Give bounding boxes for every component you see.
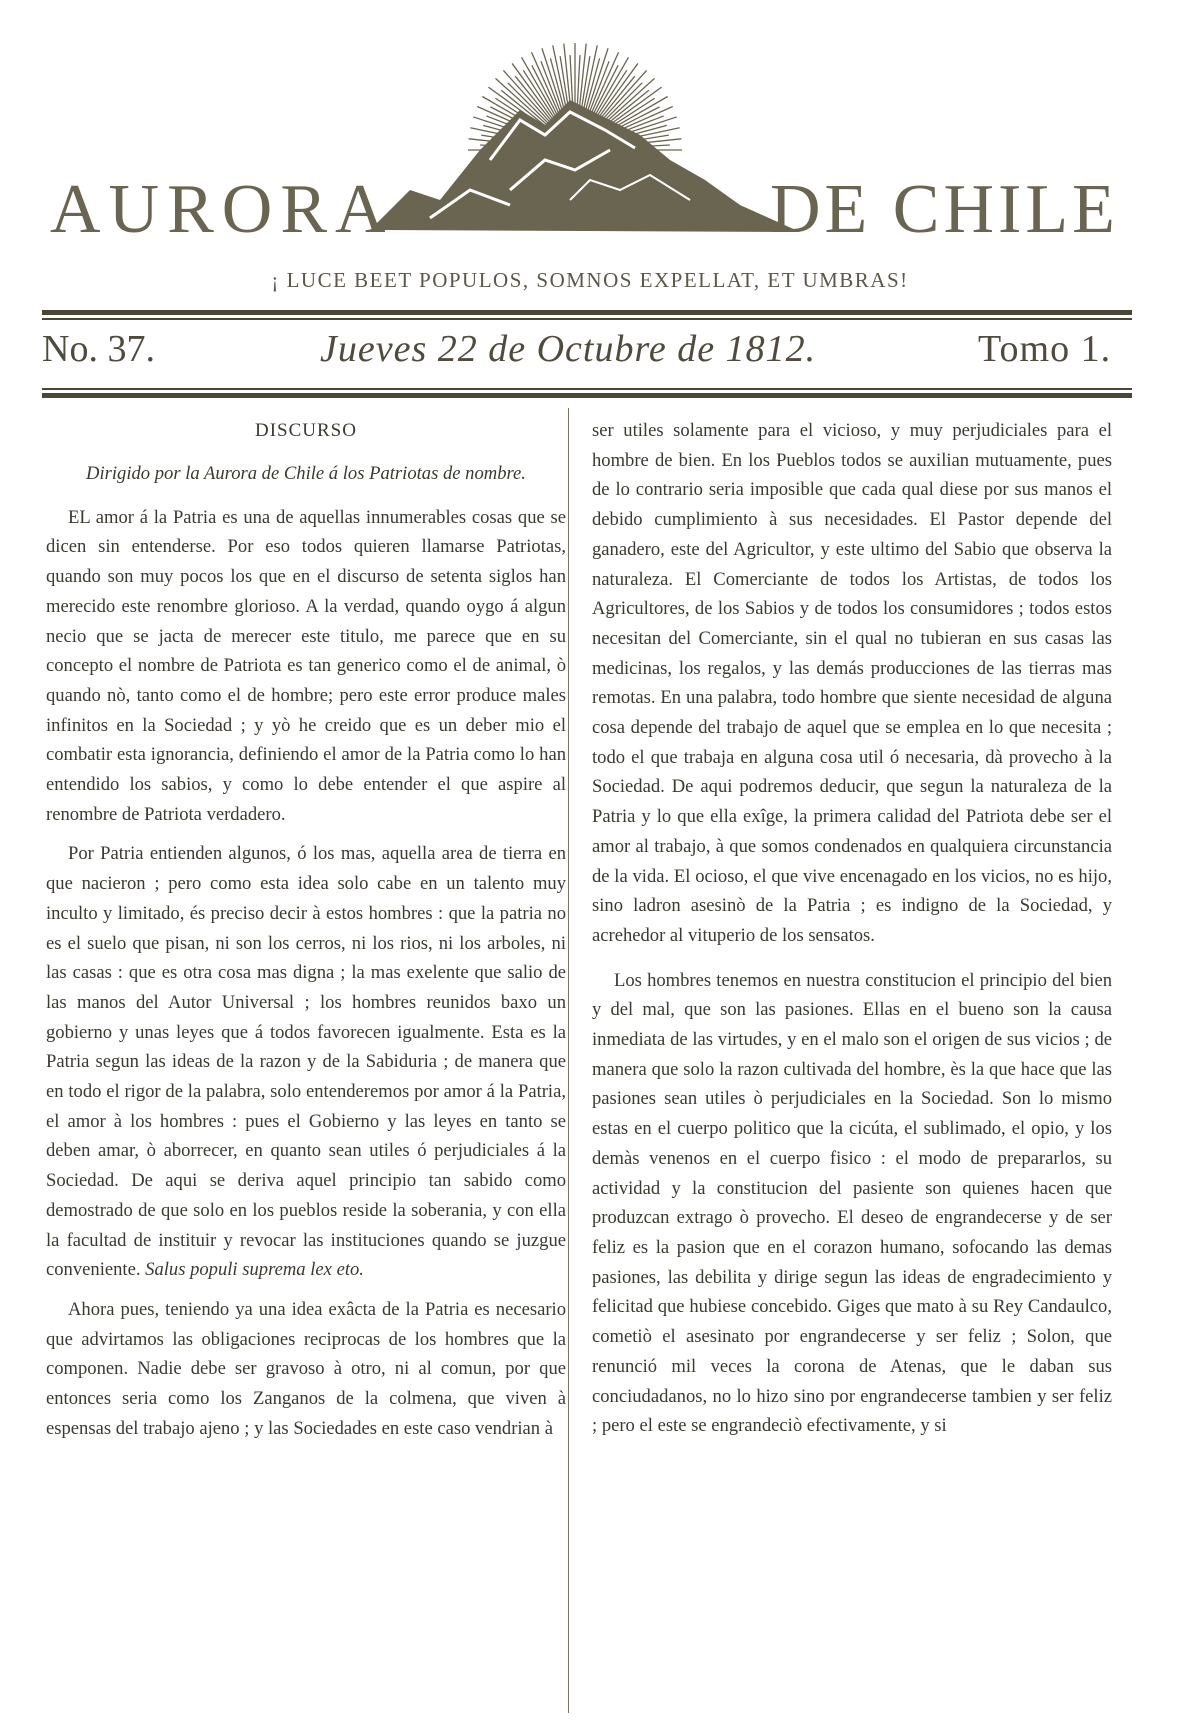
left-column [46, 416, 566, 1444]
paragraph [46, 839, 566, 1285]
issue-number: No. 37. [42, 328, 155, 370]
latin-maxim: Salus populi suprema lex eto. [145, 1259, 364, 1281]
masthead-title-left: AURORA [50, 171, 394, 248]
bottom-rule-thin [42, 388, 1132, 390]
top-rule-thin [42, 318, 1132, 320]
issue-date: Jueves 22 de Octubre de 1812. [320, 328, 817, 370]
paragraph-text: Por Patria entienden algunos, ó los mas, aquella area de tierra en que nacieron ; pero como esta idea solo cabe en un talento muy inculto y limitado, és preciso decir à estos hombres : que la patria no es el suelo que pisan, ni son los cerros, ni los rios, ni los arboles, ni las casas : que es otra cosa mas digna ; la mas exelente que salio de las manos del Autor Universal ; los hombres reunidos baxo un gobierno y unas leyes que á todos favorecen igualmente. Esta es la Patria segun las ideas de la razon y de la Sabiduria ; de manera que en todo el rigor de la palabra, solo entenderemos por amor á la Patria, el amor à los hombres : pues el Gobierno y las leyes en tanto se deben amar, ò aborrecer, en quanto sean utiles ó perjudiciales á la Sociedad. De aqui se deriva aquel principio tan sabido como demostrado de que solo en los pueblos reside la soberania, y con ella la facultad de instituir y revocar las instituciones quando se juzgue conveniente. [46, 843, 566, 1281]
article-heading: DISCURSO [255, 420, 357, 441]
column-divider [568, 408, 569, 1713]
paragraph: ser utiles solamente para el vicioso, y muy perjudiciales para el hombre de bien. En los Pueblos todos se auxilian mutuamente, pues de lo contrario seria imposible que cada qual diese por sus manos el debido cumplimiento à sus necesidades. El Pastor depende del ganadero, este del Agricultor, y este ultimo del Sabio que observa la naturaleza. El Comerciante de todos los Artistas, de todos los Agricultores, de los Sabios y de todos los consumidores ; todos estos necesitan del Comerciante, sin el qual no tubieran en sus casas las medicinas, los regalos, y las demás producciones de las tierras mas remotas. En una palabra, todo hombre que siente necesidad de alguna cosa depende del trabajo de aquel que se emplea en lo que necesita ; todo el que trabaja en alguna cosa util ó necesaria, dà provecho à la Sociedad. De aqui podremos deducir, que segun la naturaleza de la Patria y lo que ella exîge, la primera calidad del Patriota debe ser el amor al trabajo, à que somos condenados en qualquiera circunstancia de la vida. El ocioso, el que vive encenagado en los vicios, no es hijo, sino ladron asesinò de la Patria ; es indigno de la Sociedad, y acrehedor al vituperio de los sensatos. [592, 420, 1112, 946]
paragraph: Los hombres tenemos en nuestra constitucion el principio del bien y del mal, que son las pasiones. Ellas en el bueno son la causa inmediata de las virtudes, y en el malo son el origen de sus vicios ; de manera que solo la razon cultivada del hombre, ès la que hace que las pasiones sean utiles ò perjudiciales en la Sociedad. Son lo mismo estas en el cuerpo politico que la cicúta, el sublimado, el opio, y los demàs venenos en el cuerpo fisico : el modo de prepararlos, su actividad y la constitucion del pasiente son quienes hacen que produzcan extrago ò provecho. El deseo de engrandecerse y de ser feliz es la pasion que en el corazon humano, sofocando las demas pasiones, las debilita y dirige segun las ideas de engradecimiento y felicitad que hubiese concebido. Giges que mato à su Rey Candaulco, cometiò el asesinato por engrandecerse y ser feliz ; Solon, que renunció mil veces la corona de Atenas, que le daban sus conciudadanos, no lo hizo sino por engrandecerse tambien y ser feliz ; pero el este se engrandeciò efectivamente, y si [592, 969, 1112, 1437]
bottom-rule-thick [42, 393, 1132, 398]
article-subtitle: Dirigido por la Aurora de Chile á los Patriotas de nombre. [86, 462, 526, 484]
masthead-title-right: DE CHILE [770, 171, 1119, 248]
paragraph: EL amor á la Patria es una de aquellas innumerables cosas que se dicen sin entenderse. Por eso todos quieren llamarse Patriotas, quando son muy pocos los que en el discurso de setenta siglos han merecido este renombre glorioso. A la verdad, quando oygo á algun necio que se jacta de merecer este titulo, me parece que en su concepto el nombre de Patriota es tan generico como el de animal, ò quando nò, tanto como el de hombre; pero este error produce males infinitos en la Sociedad ; y yò he creido que es un deber mio el combatir esta ignorancia, definiendo el amor de la Patria como lo han entendido los sabios, y como lo debe entender el que aspire al renombre de Patriota verdadero. [46, 506, 566, 825]
top-rule-thick [42, 310, 1132, 315]
right-column [592, 416, 1112, 1441]
rising-sun-over-mountains-icon [370, 40, 800, 240]
issue-volume: Tomo 1. [978, 328, 1112, 370]
masthead-motto: ¡ LUCE BEET POPULOS, SOMNOS EXPELLAT, ET UMBRAS! [271, 268, 909, 292]
paragraph: Ahora pues, teniendo ya una idea exâcta de la Patria es necesario que advirtamos las obligaciones reciprocas de los hombres que la componen. Nadie debe ser gravoso à otro, ni al comun, por que entonces seria como los Zanganos de la colmena, que viven à espensas del trabajo ajeno ; y las Sociedades en este caso vendrian à [46, 1298, 566, 1439]
